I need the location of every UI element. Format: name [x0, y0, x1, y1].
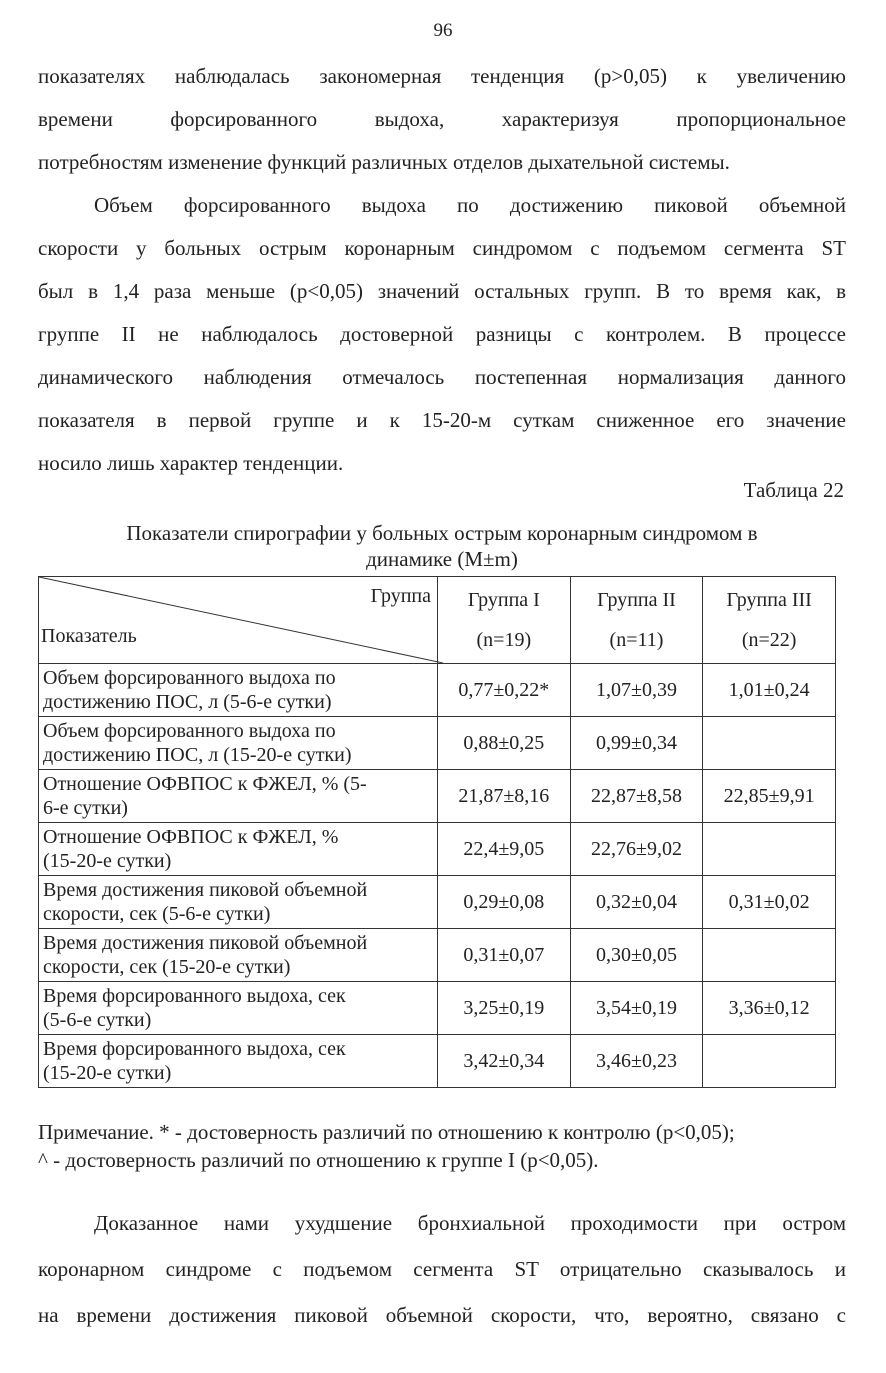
- row-label-line: Объем форсированного выдоха по: [43, 667, 336, 689]
- row-label-line: (5-6-е сутки): [43, 1009, 152, 1031]
- table-row: [39, 876, 836, 929]
- paragraph-line: носило лишь характер тенденции.: [38, 451, 344, 475]
- spirography-table: [38, 576, 836, 1088]
- paragraph-line: динамического наблюдения отмечалось постепенная нормализация данного: [38, 365, 846, 389]
- row-label-line: скорости, сек (15-20-е сутки): [43, 956, 291, 978]
- table-cell: 3,25±0,19: [438, 982, 571, 1035]
- table-row: [39, 929, 836, 982]
- table-note: [38, 1118, 848, 1174]
- row-label-line: (15-20-е сутки): [43, 850, 172, 872]
- row-label-line: Время форсированного выдоха, сек: [43, 985, 346, 1007]
- group-header: [570, 577, 703, 664]
- row-label: [39, 823, 438, 876]
- paragraph-line: времени форсированного выдоха, характеризуя пропорциональное: [38, 107, 846, 131]
- table-cell: 0,32±0,04: [570, 876, 703, 929]
- paragraph-3: [38, 1200, 846, 1338]
- paragraph-line: показателях наблюдалась закономерная тенденция (р>0,05) к увеличению: [38, 64, 846, 88]
- table-title-line: динамике (M±m): [366, 547, 518, 571]
- row-label-line: Время достижения пиковой объемной: [43, 879, 368, 901]
- table-row: [39, 1035, 836, 1088]
- row-label-line: достижению ПОС, л (5-6-е сутки): [43, 691, 332, 713]
- table-row: [39, 823, 836, 876]
- row-label: [39, 770, 438, 823]
- row-label-line: скорости, сек (5-6-е сутки): [43, 903, 271, 925]
- row-label-line: достижению ПОС, л (15-20-е сутки): [43, 744, 352, 766]
- table-cell: 0,77±0,22*: [438, 664, 571, 717]
- table-cell: 0,31±0,02: [703, 876, 836, 929]
- note-line: Примечание. * - достоверность различий по отношению к контролю (р<0,05);: [38, 1120, 735, 1144]
- row-label-line: Время достижения пиковой объемной: [43, 932, 368, 954]
- table-cell: 3,42±0,34: [438, 1035, 571, 1088]
- group-n: (n=22): [741, 629, 797, 651]
- table-cell: 3,36±0,12: [703, 982, 836, 1035]
- table-row: [39, 982, 836, 1035]
- row-label-line: Время форсированного выдоха, сек: [43, 1038, 346, 1060]
- table-cell: 1,07±0,39: [570, 664, 703, 717]
- table-header-row: [39, 577, 836, 664]
- table-cell: [703, 1035, 836, 1088]
- table-cell: 0,31±0,07: [438, 929, 571, 982]
- row-label-line: Объем форсированного выдоха по: [43, 720, 336, 742]
- page-number: 96: [433, 20, 453, 41]
- paragraph-line: скорости у больных острым коронарным синдромом с подъемом сегмента ST: [38, 236, 846, 260]
- corner-group-label: Группа: [370, 585, 431, 607]
- table-cell: 3,46±0,23: [570, 1035, 703, 1088]
- row-label: [39, 929, 438, 982]
- note-line: ^ - достоверность различий по отношению к группе I (р<0,05).: [38, 1148, 599, 1172]
- table-cell: 22,87±8,58: [570, 770, 703, 823]
- row-label: [39, 717, 438, 770]
- table-cell: 0,88±0,25: [438, 717, 571, 770]
- row-label: [39, 664, 438, 717]
- row-label: [39, 876, 438, 929]
- group-header: [438, 577, 571, 664]
- table-title: [38, 520, 846, 572]
- row-label-line: (15-20-е сутки): [43, 1062, 172, 1084]
- group-header: [703, 577, 836, 664]
- group-name: Группа III: [726, 589, 812, 611]
- row-label-line: Отношение ОФВПОС к ФЖЕЛ, %: [43, 826, 339, 848]
- paragraph-1: [38, 55, 846, 184]
- row-label: [39, 982, 438, 1035]
- table-cell: 22,4±9,05: [438, 823, 571, 876]
- group-n: (n=11): [609, 629, 664, 651]
- table-row: [39, 664, 836, 717]
- paragraph-line: Доказанное нами ухудшение бронхиальной проходимости при остром: [94, 1211, 846, 1235]
- table-cell: 0,99±0,34: [570, 717, 703, 770]
- table-cell: 22,85±9,91: [703, 770, 836, 823]
- table-row: [39, 770, 836, 823]
- paragraph-line: показателя в первой группе и к 15-20-м суткам сниженное его значение: [38, 408, 846, 432]
- paragraph-line: на времени достижения пиковой объемной скорости, что, вероятно, связано с: [38, 1303, 846, 1327]
- table-cell: 21,87±8,16: [438, 770, 571, 823]
- table-label: Таблица 22: [743, 478, 844, 502]
- paragraph-line: был в 1,4 раза меньше (р<0,05) значений остальных групп. В то время как, в: [38, 279, 846, 303]
- paragraph-line: Объем форсированного выдоха по достижению пиковой объемной: [94, 193, 846, 217]
- group-name: Группа II: [597, 589, 676, 611]
- table-cell: 0,29±0,08: [438, 876, 571, 929]
- row-label-line: 6-е сутки): [43, 797, 128, 819]
- table-cell: 1,01±0,24: [703, 664, 836, 717]
- table-row: [39, 717, 836, 770]
- group-name: Группа I: [467, 589, 540, 611]
- table-cell: 3,54±0,19: [570, 982, 703, 1035]
- paragraph-line: потребностям изменение функций различных отделов дыхательной системы.: [38, 150, 730, 174]
- paragraph-line: группе II не наблюдалось достоверной разницы с контролем. В процессе: [38, 322, 846, 346]
- corner-header: [39, 577, 438, 664]
- table-title-line: Показатели спирографии у больных острым коронарным синдромом в: [126, 521, 758, 545]
- corner-indicator-label: Показатель: [41, 625, 137, 647]
- group-n: (n=19): [476, 629, 532, 651]
- table-cell: 22,76±9,02: [570, 823, 703, 876]
- row-label: [39, 1035, 438, 1088]
- table-cell: [703, 717, 836, 770]
- table-cell: [703, 823, 836, 876]
- paragraph-2: [38, 184, 846, 485]
- row-label-line: Отношение ОФВПОС к ФЖЕЛ, % (5-: [43, 773, 367, 795]
- table-cell: 0,30±0,05: [570, 929, 703, 982]
- paragraph-line: коронарном синдроме с подъемом сегмента ST отрицательно сказывалось и: [38, 1257, 846, 1281]
- table-cell: [703, 929, 836, 982]
